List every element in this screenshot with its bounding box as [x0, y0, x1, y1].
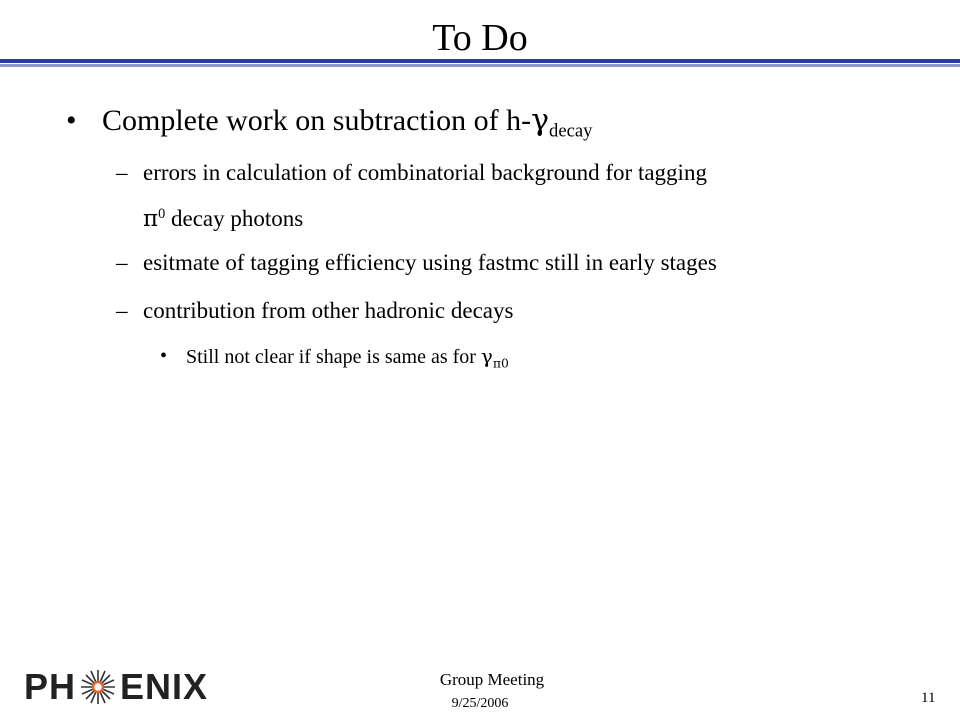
- page-number: 11: [921, 690, 936, 706]
- sub-marker: –: [116, 160, 128, 185]
- sub-marker: –: [116, 298, 128, 323]
- gamma-symbol: γ: [531, 103, 550, 138]
- sub-bullet-1-line2: [143, 199, 303, 234]
- pi-symbol: π: [143, 205, 159, 232]
- bullet-marker: •: [66, 104, 77, 137]
- logo-text-left: PH: [24, 666, 77, 707]
- gamma-symbol: γ: [480, 344, 493, 368]
- footer-date: 9/25/2006: [451, 696, 509, 711]
- bullet-1: [102, 103, 592, 150]
- bullet-1-text: Complete work on subtraction of h-: [102, 104, 532, 137]
- subsub-marker: •: [160, 345, 168, 367]
- sub-bullet-3: contribution from other hadronic decays: [143, 298, 514, 323]
- pi-superscript: 0: [158, 206, 166, 222]
- footer-meeting: Group Meeting: [439, 670, 545, 689]
- pi0-subscript: π0: [492, 355, 509, 371]
- subsub-bullet-1: [186, 343, 509, 376]
- sub-bullet-1-tail: decay photons: [165, 205, 304, 231]
- subsub-bullet-1-text: Still not clear if shape is same as for: [186, 346, 481, 368]
- slide-title: To Do: [432, 17, 528, 59]
- sub-marker: –: [116, 250, 128, 275]
- sub-bullet-1-line1: errors in calculation of combinatorial background for tagging: [143, 160, 707, 185]
- logo-text-right: ENIX: [120, 666, 209, 707]
- decay-subscript: decay: [549, 120, 593, 142]
- sub-bullet-2: esitmate of tagging efficiency using fastmc still in early stages: [143, 250, 717, 275]
